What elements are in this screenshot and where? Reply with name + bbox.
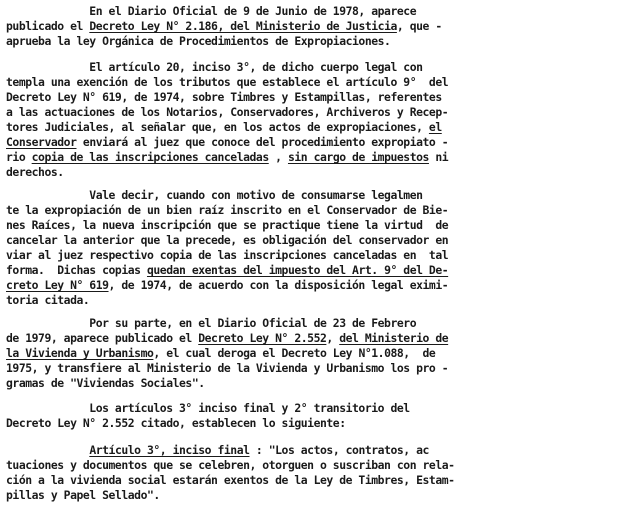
text-line (6, 361, 624, 376)
text-line (6, 150, 624, 165)
text-line (6, 401, 624, 416)
text-line (6, 316, 624, 331)
text-segment: de 1979, aparece publicado el (6, 331, 199, 345)
text-line (6, 75, 624, 90)
text-segment: forma. Dichas copias (6, 263, 147, 277)
text-segment: derechos. (6, 165, 64, 179)
text-segment: a las actuaciones de los Notarios, Conservadores, Archiveros y Recep- (6, 105, 449, 119)
text-segment: 1975, y transfiere al Ministerio de la Vivienda y Urbanismo los pro - (6, 361, 449, 375)
text-line (6, 293, 624, 308)
underlined-text: del Ministerio de (339, 331, 449, 345)
underlined-text: Decreto Ley N° 2.552 (198, 331, 327, 345)
text-line (6, 203, 624, 218)
text-line (6, 233, 624, 248)
text-segment: ción a la vivienda social estarán exentos de la Ley de Timbres, Estam- (6, 473, 455, 487)
text-line (6, 488, 624, 503)
paragraph-3 (6, 188, 624, 308)
text-segment: tuaciones y documentos que se celebren, otorguen o suscriban con rela- (6, 458, 455, 472)
text-line (6, 188, 624, 203)
text-line (6, 263, 624, 278)
text-segment: aprueba la ley Orgánica de Procedimientos de Expropiaciones. (6, 34, 391, 48)
paragraph-2 (6, 60, 624, 180)
paragraph-4 (6, 316, 624, 391)
text-line (6, 165, 624, 180)
text-segment: rio (6, 150, 32, 164)
text-segment: gramas de "Viviendas Sociales". (6, 376, 205, 390)
text-line (6, 248, 624, 263)
text-segment: cancelar la anterior que la precede, es obligación del conservador en (6, 233, 449, 247)
text-segment (6, 443, 89, 457)
text-segment: viar al juez respectivo copia de las inscripciones canceladas en tal (6, 248, 449, 262)
text-segment: enviará al juez que conoce del procedimiento expropiato - (76, 135, 449, 149)
text-segment: En el Diario Oficial de 9 de Junio de 1978, aparece (6, 4, 417, 18)
text-segment: publicado el (6, 19, 90, 33)
text-line (6, 90, 624, 105)
underlined-text: Artículo 3°, inciso final (89, 443, 250, 457)
text-line (6, 105, 624, 120)
text-segment: toria citada. (6, 293, 90, 307)
text-segment: Decreto Ley N° 2.552 citado, establecen lo siguiente: (6, 416, 346, 430)
underlined-text: copia de las inscripciones canceladas (31, 150, 269, 164)
text-segment: Decreto Ley N° 619, de 1974, sobre Timbres y Estampillas, referentes (6, 90, 442, 104)
paragraph-1 (6, 4, 624, 49)
paragraph-6 (6, 443, 624, 503)
text-segment: Vale decir, cuando con motivo de consumarse legalmen (6, 188, 423, 202)
text-line (6, 4, 624, 19)
text-segment: Por su parte, en el Diario Oficial de 23 de Febrero (6, 316, 417, 330)
text-line (6, 120, 624, 135)
text-segment: Los artículos 3° inciso final y 2° transitorio del (6, 401, 410, 415)
underlined-text: el (428, 120, 442, 134)
underlined-text: sin cargo de impuestos (287, 150, 429, 164)
text-segment: : "Los actos, contratos, ac (249, 443, 429, 457)
text-line (6, 135, 624, 150)
text-segment: nes Raíces, la nueva inscripción que se practique tiene la virtud de (6, 218, 449, 232)
text-segment: ni (428, 150, 449, 164)
text-line (6, 19, 624, 34)
text-line (6, 376, 624, 391)
text-line (6, 218, 624, 233)
text-segment: tores Judiciales, al señalar que, en los actos de expropiaciones, (6, 120, 429, 134)
text-segment: pillas y Papel Sellado". (6, 488, 160, 502)
text-segment: , de 1974, de acuerdo con la disposición legal eximi- (108, 278, 449, 292)
text-line (6, 473, 624, 488)
underlined-text: la Vivienda y Urbanismo (6, 346, 154, 360)
text-segment: , el cual deroga el Decreto Ley N°1.088, de (153, 346, 436, 360)
underlined-text: quedan exentas del impuesto del Art. 9° del De- (146, 263, 449, 277)
text-segment: El artículo 20, inciso 3°, de dicho cuerpo legal con (6, 60, 423, 74)
text-line (6, 458, 624, 473)
text-segment: , (326, 331, 340, 345)
paragraph-5 (6, 401, 624, 431)
text-line (6, 331, 624, 346)
text-line (6, 34, 624, 49)
text-segment: , (268, 150, 288, 164)
text-line (6, 443, 624, 458)
text-line (6, 60, 624, 75)
underlined-text: creto Ley N° 619 (6, 278, 109, 292)
underlined-text: Conservador (6, 135, 77, 149)
text-segment: te la expropiación de un bien raíz inscrito en el Conservador de Bie- (6, 203, 449, 217)
text-line (6, 416, 624, 431)
underlined-text: Decreto Ley N° 2.186, del Ministerio de Justicia (89, 19, 397, 33)
text-segment: templa una exención de los tributos que establece el artículo 9° del (6, 75, 449, 89)
text-line (6, 278, 624, 293)
text-line (6, 346, 624, 361)
text-segment: , que - (396, 19, 442, 33)
